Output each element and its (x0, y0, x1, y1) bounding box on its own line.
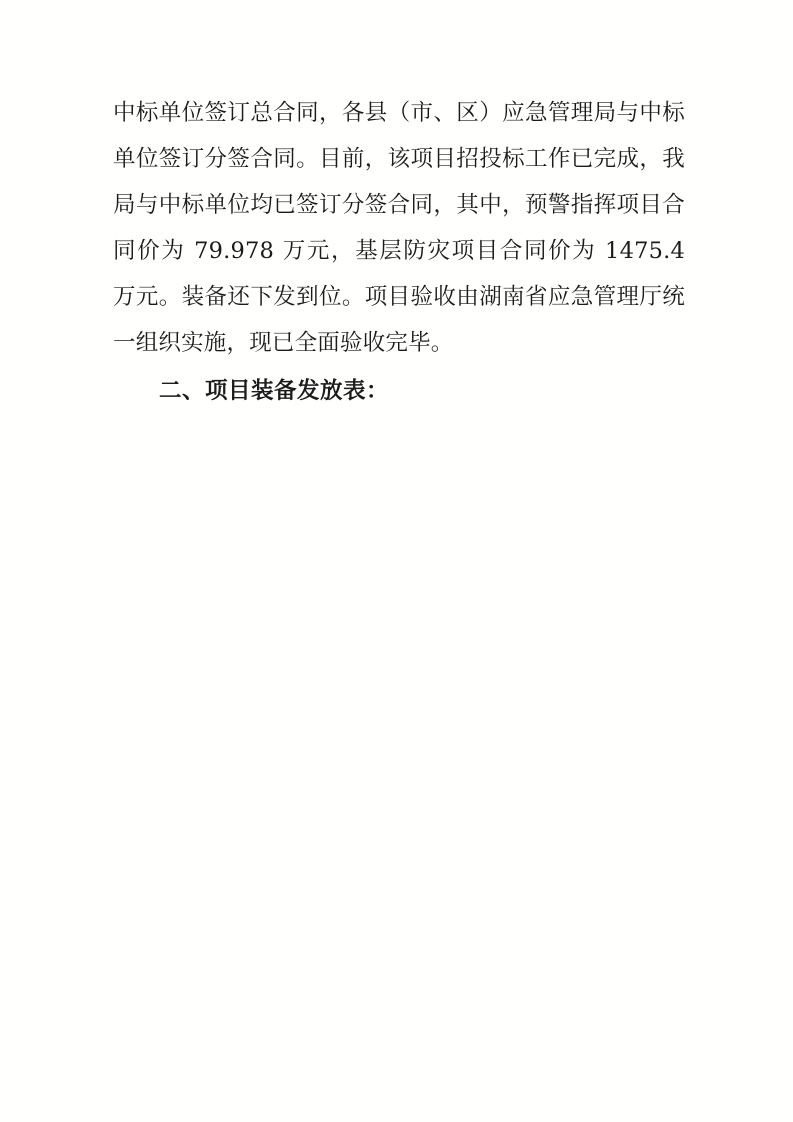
document-body (113, 90, 685, 1114)
blank-area (113, 414, 685, 1114)
section-heading: 二、项目装备发放表： (159, 378, 390, 404)
body-paragraph-1: 中标单位签订总合同，各县（市、区）应急管理局与中标单位签订分签合同。目前，该项目招投标工作已完成，我局与中标单位均已签订分签合同，其中，预警指挥项目合同价为 79.978 万元，基层防灾项目合同价为 1475.4 万元。装备还下发到位。项目验收由湖南省应急管理厅统一组织实施，现已全面验收完毕。 (113, 100, 685, 356)
